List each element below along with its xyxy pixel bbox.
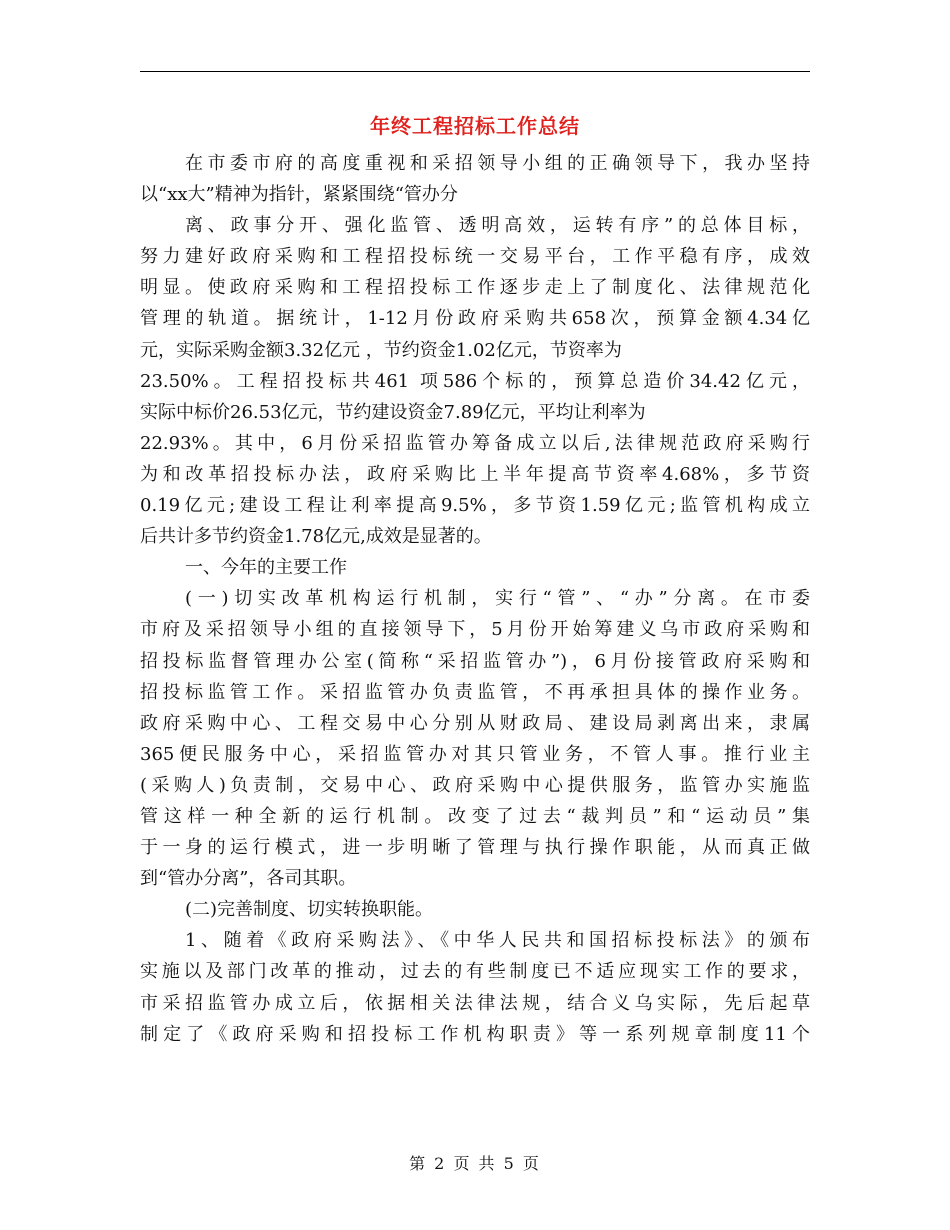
- text-line: 1、随着《政府采购法》、《中华人民共和国招标投标法》的颁布: [185, 930, 810, 952]
- text-line: 一、今年的主要工作: [185, 557, 347, 579]
- text-line: 招投标监管工作。采招监管办负责监管，不再承担具体的操作业务。: [140, 681, 810, 703]
- document-title: 年终工程招标工作总结: [370, 114, 580, 138]
- text-line: 在市委市府的高度重视和采招领导小组的正确领导下，我办坚持: [185, 153, 810, 174]
- text-line: (二)完善制度、切实转换职能。: [185, 899, 434, 921]
- document-body: [140, 148, 810, 1050]
- text-line: 市府及采招领导小组的直接领导下，5月份开始筹建义乌市政府采购和: [140, 619, 810, 641]
- text-line: (采购人)负责制，交易中心、政府采购中心提供服务，监管办实施监: [140, 774, 810, 796]
- text-line: 0.19亿元;建设工程让利率提高9.5%，多节资1.59亿元;监管机构成立: [140, 495, 810, 517]
- text-line: 制定了《政府采购和招投标工作机构职责》等一系列规章制度11个: [140, 1023, 810, 1045]
- text-line: 明显。使政府采购和工程招投标工作逐步走上了制度化、法律规范化: [140, 277, 810, 299]
- text-line: 以“xx大”精神为指针，紧紧围绕“管办分: [140, 184, 458, 206]
- text-line: 政府采购中心、工程交易中心分别从财政局、建设局剥离出来，隶属: [140, 712, 810, 734]
- page-number: 第 2 页 共 5 页: [409, 1154, 541, 1173]
- text-line: 元，实际采购金额3.32亿元 ，节约资金1.02亿元，节资率为: [140, 339, 622, 361]
- text-line: 到“管办分离”，各司其职。: [140, 868, 357, 890]
- text-line: (一)切实改革机构运行机制，实行“管”、“办”分离。在市委: [185, 588, 810, 610]
- text-line: 23.50%。工程招投标共461 项586个标的，预算总造价34.42亿元，: [140, 370, 810, 392]
- text-line: 于一身的运行模式，进一步明晰了管理与执行操作职能，从而真正做: [140, 837, 810, 859]
- text-line: 后共计多节约资金1.78亿元,成效是显著的。: [140, 526, 492, 548]
- text-line: 管这样一种全新的运行机制。改变了过去“裁判员”和“运动员”集: [140, 805, 810, 827]
- text-line: 招投标监督管理办公室(简称“采招监管办”)，6月份接管政府采购和: [140, 650, 810, 672]
- header-rule: [140, 71, 810, 72]
- text-line: 22.93%。其中，6月份采招监管办筹备成立以后,法律规范政府采购行: [140, 432, 810, 454]
- text-line: 为和改革招投标办法，政府采购比上半年提高节资率4.68%，多节资: [140, 463, 810, 485]
- text-line: 管理的轨道。据统计，1-12月份政府采购共658次，预算金额4.34亿: [140, 308, 810, 330]
- text-line: 实施以及部门改革的推动，过去的有些制度已不适应现实工作的要求，: [140, 961, 810, 983]
- text-line: 努力建好政府采购和工程招投标统一交易平台，工作平稳有序，成效: [140, 246, 810, 268]
- text-line: 离、政事分开、强化监管、透明高效，运转有序”的总体目标，: [185, 215, 810, 237]
- text-line: 市采招监管办成立后，依据相关法律法规，结合义乌实际，先后起草: [140, 992, 810, 1014]
- text-line: 365便民服务中心，采招监管办对其只管业务，不管人事。推行业主: [140, 743, 810, 765]
- text-line: 实际中标价26.53亿元，节约建设资金7.89亿元，平均让利率为: [140, 401, 646, 423]
